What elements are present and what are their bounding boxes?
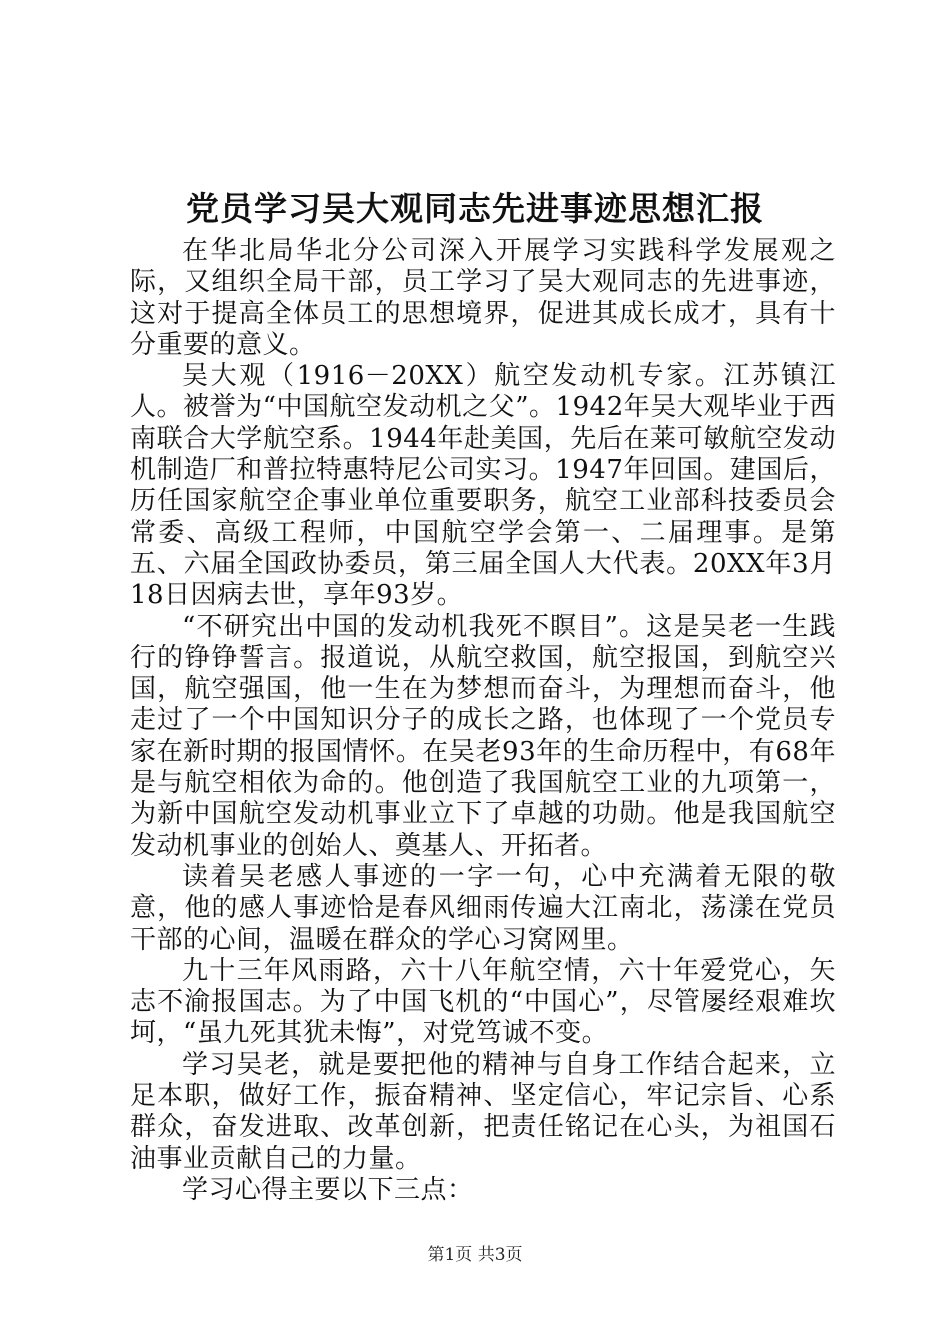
paragraph-learning: 学习吴老，就是要把他的精神与自身工作结合起来，立足本职，做好工作，振奋精神、坚定信心，牢记宗旨、心系群众，奋发进取、改革创新，把责任铭记在心头，为祖国石油事业贡献自己的力量。: [130, 1049, 836, 1174]
document-body: [130, 236, 836, 1206]
paragraph-biography: 吴大观（1916－20XX）航空发动机专家。江苏镇江人。被誉为“中国航空发动机之父”。1942年吴大观毕业于西南联合大学航空系。1944年赴美国，先后在莱可敏航空发动机制造厂和普拉特惠特尼公司实习。1947年回国。建国后，历任国家航空企事业单位重要职务，航空工业部科技委员会常委、高级工程师，中国航空学会第一、二届理事。是第五、六届全国政协委员，第三届全国人大代表。20XX年3月18日因病去世，享年93岁。: [130, 361, 836, 611]
paragraph-intro: 在华北局华北分公司深入开展学习实践科学发展观之际，又组织全局干部，员工学习了吴大观同志的先进事迹，这对于提高全体员工的思想境界，促进其成长成才，具有十分重要的意义。: [130, 236, 836, 360]
paragraph-three-points: 学习心得主要以下三点：: [182, 1174, 474, 1205]
paragraph-oath: “不研究出中国的发动机我死不瞑目”。这是吴老一生践行的铮铮誓言。报道说，从航空救国，航空报国，到航空兴国，航空强国，他一生在为梦想而奋斗，为理想而奋斗，他走过了一个中国知识分子的成长之路，也体现了一个党员专家在新时期的报国情怀。在吴老93年的生命历程中，有68年是与航空相依为命的。他创造了我国航空工业的九项第一，为新中国航空发动机事业立下了卓越的功勋。他是我国航空发动机事业的创始人、奠基人、开拓者。: [130, 611, 836, 861]
paragraph-reading: 读着吴老感人事迹的一字一句，心中充满着无限的敬意，他的感人事迹恰是春风细雨传遍大江南北，荡漾在党员干部的心间，温暖在群众的学心习窝网里。: [130, 861, 836, 955]
paragraph-ninety-three-years: 九十三年风雨路，六十八年航空情，六十年爱党心，矢志不渝报国志。为了中国飞机的“中国心”，尽管屡经艰难坎坷，“虽九死其犹未悔”，对党笃诚不变。: [130, 955, 836, 1049]
page-footer: 第1页 共3页: [427, 1245, 523, 1265]
document-title: 党员学习吴大观同志先进事迹思想汇报: [186, 189, 764, 228]
